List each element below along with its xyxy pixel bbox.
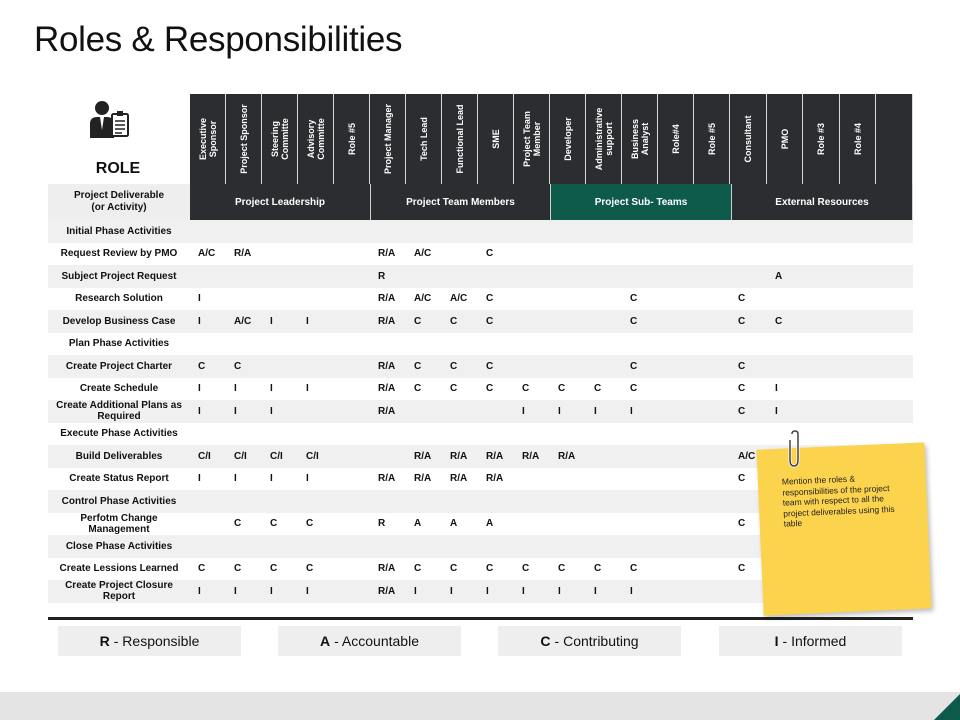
raci-cell: R/A bbox=[450, 450, 468, 462]
raci-cell: I bbox=[270, 383, 273, 395]
raci-cell: C bbox=[306, 563, 314, 575]
raci-cell: C bbox=[486, 360, 494, 372]
column-header bbox=[190, 94, 226, 184]
deliverable-label: Perfotm Change Management bbox=[80, 512, 158, 535]
column-header-label: Business Analyst bbox=[629, 118, 650, 160]
table-row bbox=[48, 355, 913, 378]
raci-cell: C bbox=[486, 315, 494, 327]
raci-cell: R bbox=[378, 270, 386, 282]
raci-cell: I bbox=[306, 585, 309, 597]
person-clipboard-icon bbox=[88, 100, 132, 140]
column-header bbox=[226, 94, 262, 184]
raci-cell: C bbox=[738, 405, 746, 417]
raci-cell: C bbox=[486, 248, 494, 260]
deliverable-header: Project Deliverable (or Activity) bbox=[48, 184, 190, 220]
column-header-label: Steering Committe bbox=[269, 118, 290, 160]
table-row bbox=[48, 310, 913, 333]
raci-cell: I bbox=[306, 383, 309, 395]
raci-cell: C bbox=[414, 383, 422, 395]
raci-cell: A/C bbox=[414, 248, 432, 260]
raci-cell: C bbox=[738, 293, 746, 305]
column-header bbox=[622, 94, 658, 184]
deliverable-label: Create Status Report bbox=[69, 473, 169, 485]
raci-cell: R/A bbox=[234, 248, 252, 260]
raci-cell: C bbox=[486, 563, 494, 575]
column-header-label: Role #5 bbox=[346, 122, 357, 156]
deliverable-label: Request Review by PMO bbox=[60, 248, 178, 260]
raci-cell: I bbox=[594, 585, 597, 597]
raci-cell: I bbox=[775, 383, 778, 395]
sticky-note bbox=[756, 442, 931, 615]
deliverable-label: Create Project Closure Report bbox=[65, 580, 173, 603]
table-row bbox=[48, 243, 913, 266]
column-header-label: Role #4 bbox=[852, 122, 863, 156]
column-header-label: Project Manager bbox=[382, 103, 393, 175]
raci-cell: C bbox=[234, 563, 242, 575]
legend-text: - Contributing bbox=[554, 633, 639, 649]
raci-cell: C bbox=[558, 383, 566, 395]
column-header-label: Executive Sponsor bbox=[197, 117, 218, 161]
phase-row bbox=[48, 423, 913, 446]
legend-key: A bbox=[320, 633, 331, 649]
raci-cell: C bbox=[630, 360, 638, 372]
table-bottom-rule bbox=[48, 617, 913, 620]
raci-cell: C bbox=[450, 315, 458, 327]
raci-cell: R/A bbox=[378, 360, 396, 372]
raci-cell: I bbox=[306, 315, 309, 327]
column-header bbox=[767, 94, 803, 184]
raci-cell: A/C bbox=[450, 293, 468, 305]
raci-cell: C bbox=[738, 315, 746, 327]
raci-cell: C bbox=[522, 383, 530, 395]
raci-cell: I bbox=[198, 293, 201, 305]
raci-cell: I bbox=[234, 473, 237, 485]
raci-cell: I bbox=[270, 585, 273, 597]
column-header bbox=[694, 94, 730, 184]
column-header-label: Role#4 bbox=[670, 124, 681, 154]
raci-cell: C bbox=[486, 293, 494, 305]
raci-cell: R/A bbox=[414, 473, 432, 485]
legend-informed bbox=[719, 626, 902, 656]
raci-cell: I bbox=[234, 585, 237, 597]
raci-cell: C bbox=[414, 315, 422, 327]
raci-cell: R/A bbox=[378, 473, 396, 485]
raci-cell: C bbox=[558, 563, 566, 575]
raci-cell: R/A bbox=[558, 450, 576, 462]
raci-cell: C bbox=[738, 473, 746, 485]
raci-cell: R/A bbox=[378, 585, 396, 597]
raci-cell: C bbox=[738, 518, 746, 530]
raci-cell: C bbox=[630, 293, 638, 305]
column-headers bbox=[190, 94, 913, 184]
deliverable-label: Create Project Charter bbox=[65, 360, 173, 372]
raci-cell: I bbox=[414, 585, 417, 597]
column-header-label: PMO bbox=[779, 128, 790, 150]
deliverable-label: Create Schedule bbox=[79, 383, 159, 395]
raci-cell: I bbox=[234, 383, 237, 395]
phase-row bbox=[48, 220, 913, 243]
table-row bbox=[48, 288, 913, 311]
raci-cell: C bbox=[306, 518, 314, 530]
table-row bbox=[48, 378, 913, 401]
column-header bbox=[370, 94, 406, 184]
column-header bbox=[514, 94, 550, 184]
page-title: Roles & Responsibilities bbox=[34, 20, 403, 59]
raci-cell: A bbox=[450, 518, 458, 530]
group-project-sub-teams: Project Sub- Teams bbox=[551, 184, 732, 220]
phase-label: Plan Phase Activities bbox=[68, 338, 170, 350]
column-header-label: Advisory Committe bbox=[305, 118, 326, 160]
raci-cell: C/I bbox=[234, 450, 247, 462]
raci-cell: R/A bbox=[378, 248, 396, 260]
legend-accountable bbox=[278, 626, 461, 656]
column-header bbox=[334, 94, 370, 184]
raci-cell: A/C bbox=[738, 450, 756, 462]
paperclip-icon bbox=[786, 430, 806, 470]
raci-cell: C/I bbox=[270, 450, 283, 462]
raci-cell: C bbox=[234, 518, 242, 530]
column-header bbox=[298, 94, 334, 184]
raci-cell: I bbox=[630, 405, 633, 417]
deliverable-label: Create Additional Plans as Required bbox=[56, 400, 182, 423]
raci-cell: C bbox=[270, 518, 278, 530]
phase-label: Execute Phase Activities bbox=[60, 428, 178, 440]
raci-cell: C bbox=[486, 383, 494, 395]
column-header bbox=[803, 94, 840, 184]
raci-cell: C bbox=[594, 563, 602, 575]
raci-cell: I bbox=[558, 405, 561, 417]
table-row bbox=[48, 265, 913, 288]
raci-cell: I bbox=[775, 405, 778, 417]
deliverable-label: Build Deliverables bbox=[75, 450, 163, 462]
raci-cell: A/C bbox=[198, 248, 216, 260]
legend-key: I bbox=[774, 633, 779, 649]
raci-cell: I bbox=[234, 405, 237, 417]
raci-cell: A bbox=[775, 270, 783, 282]
role-header bbox=[48, 94, 188, 184]
raci-cell: R/A bbox=[378, 293, 396, 305]
table-row bbox=[48, 400, 913, 423]
raci-cell: R/A bbox=[414, 450, 432, 462]
raci-cell: I bbox=[450, 585, 453, 597]
raci-cell: C bbox=[738, 383, 746, 395]
raci-cell: R/A bbox=[486, 450, 504, 462]
raci-cell: I bbox=[558, 585, 561, 597]
column-header bbox=[262, 94, 298, 184]
column-header bbox=[406, 94, 442, 184]
phase-label: Close Phase Activities bbox=[65, 540, 173, 552]
raci-cell: C bbox=[630, 315, 638, 327]
legend-text: - Responsible bbox=[113, 633, 200, 649]
column-header bbox=[840, 94, 876, 184]
group-project-leadership: Project Leadership bbox=[190, 184, 371, 220]
raci-cell: R/A bbox=[486, 473, 504, 485]
raci-cell: I bbox=[522, 405, 525, 417]
raci-cell: C bbox=[450, 360, 458, 372]
raci-cell: C bbox=[270, 563, 278, 575]
group-row bbox=[48, 184, 913, 220]
raci-cell: R/A bbox=[450, 473, 468, 485]
raci-cell: I bbox=[198, 585, 201, 597]
raci-cell: I bbox=[486, 585, 489, 597]
raci-cell: R/A bbox=[378, 405, 396, 417]
raci-cell: C bbox=[414, 360, 422, 372]
raci-cell: I bbox=[270, 405, 273, 417]
column-header bbox=[442, 94, 478, 184]
column-header bbox=[550, 94, 586, 184]
raci-cell: I bbox=[270, 473, 273, 485]
deliverable-label: Research Solution bbox=[75, 293, 163, 305]
raci-cell: A/C bbox=[234, 315, 252, 327]
raci-cell: A bbox=[486, 518, 494, 530]
raci-cell: I bbox=[198, 473, 201, 485]
deliverable-label: Create Lessions Learned bbox=[59, 563, 179, 575]
phase-label: Control Phase Activities bbox=[61, 495, 177, 507]
raci-cell: C bbox=[450, 563, 458, 575]
legend-key: R bbox=[99, 633, 110, 649]
column-header-label: Role #3 bbox=[816, 122, 826, 156]
raci-cell: I bbox=[630, 585, 633, 597]
raci-cell: I bbox=[594, 405, 597, 417]
raci-cell: I bbox=[522, 585, 525, 597]
legend-text: - Accountable bbox=[334, 633, 419, 649]
raci-cell: A/C bbox=[414, 293, 432, 305]
phase-row bbox=[48, 333, 913, 356]
column-header-label: Tech Lead bbox=[418, 117, 429, 161]
column-header-label: Consultant bbox=[743, 115, 753, 163]
raci-cell: R/A bbox=[378, 315, 396, 327]
raci-cell: A bbox=[414, 518, 422, 530]
footer-corner-accent bbox=[920, 692, 960, 720]
raci-cell: C bbox=[630, 383, 638, 395]
group-external-resources: External Resources bbox=[732, 184, 913, 220]
raci-cell: C bbox=[234, 360, 242, 372]
column-header-label: Functional Lead bbox=[454, 104, 465, 174]
raci-cell: C bbox=[450, 383, 458, 395]
raci-cell: R/A bbox=[522, 450, 540, 462]
phase-label: Initial Phase Activities bbox=[66, 225, 172, 237]
column-header bbox=[586, 94, 622, 184]
column-header-label: Role #5 bbox=[706, 122, 717, 156]
deliverable-label: Subject Project Request bbox=[61, 270, 177, 282]
legend-key: C bbox=[540, 633, 551, 649]
raci-cell: C/I bbox=[306, 450, 319, 462]
raci-cell: I bbox=[306, 473, 309, 485]
role-label: ROLE bbox=[95, 160, 141, 177]
legend-contributing bbox=[498, 626, 681, 656]
column-header-label: Developer bbox=[562, 117, 573, 161]
column-header-label: Administrative support bbox=[593, 107, 614, 171]
raci-cell: C bbox=[738, 563, 746, 575]
raci-cell: I bbox=[198, 405, 201, 417]
raci-cell: R bbox=[378, 518, 386, 530]
raci-cell: C/I bbox=[198, 450, 211, 462]
raci-cell: R/A bbox=[378, 563, 396, 575]
raci-cell: I bbox=[198, 383, 201, 395]
raci-cell: C bbox=[414, 563, 422, 575]
column-header-label: Project Team Member bbox=[521, 111, 542, 167]
raci-cell: I bbox=[198, 315, 201, 327]
column-header bbox=[658, 94, 694, 184]
raci-cell: C bbox=[775, 315, 783, 327]
raci-cell: C bbox=[522, 563, 530, 575]
sticky-note-text: Mention the roles & responsibilities of the project team with respect to all the project deliverables using this table bbox=[781, 473, 895, 529]
raci-cell: C bbox=[738, 360, 746, 372]
raci-cell: I bbox=[270, 315, 273, 327]
column-header-label: Project Sponsor bbox=[238, 104, 249, 174]
raci-cell: C bbox=[198, 563, 206, 575]
footer-bar bbox=[0, 692, 960, 720]
column-header-label: SME bbox=[490, 129, 501, 149]
raci-cell: C bbox=[594, 383, 602, 395]
raci-cell: C bbox=[198, 360, 206, 372]
column-header bbox=[876, 94, 913, 184]
raci-cell: C bbox=[630, 563, 638, 575]
column-header bbox=[478, 94, 514, 184]
raci-cell: R/A bbox=[378, 383, 396, 395]
legend-responsible bbox=[58, 626, 241, 656]
legend-text: - Informed bbox=[782, 633, 847, 649]
column-header bbox=[730, 94, 767, 184]
group-project-team-members: Project Team Members bbox=[371, 184, 551, 220]
deliverable-label: Develop Business Case bbox=[62, 315, 176, 327]
